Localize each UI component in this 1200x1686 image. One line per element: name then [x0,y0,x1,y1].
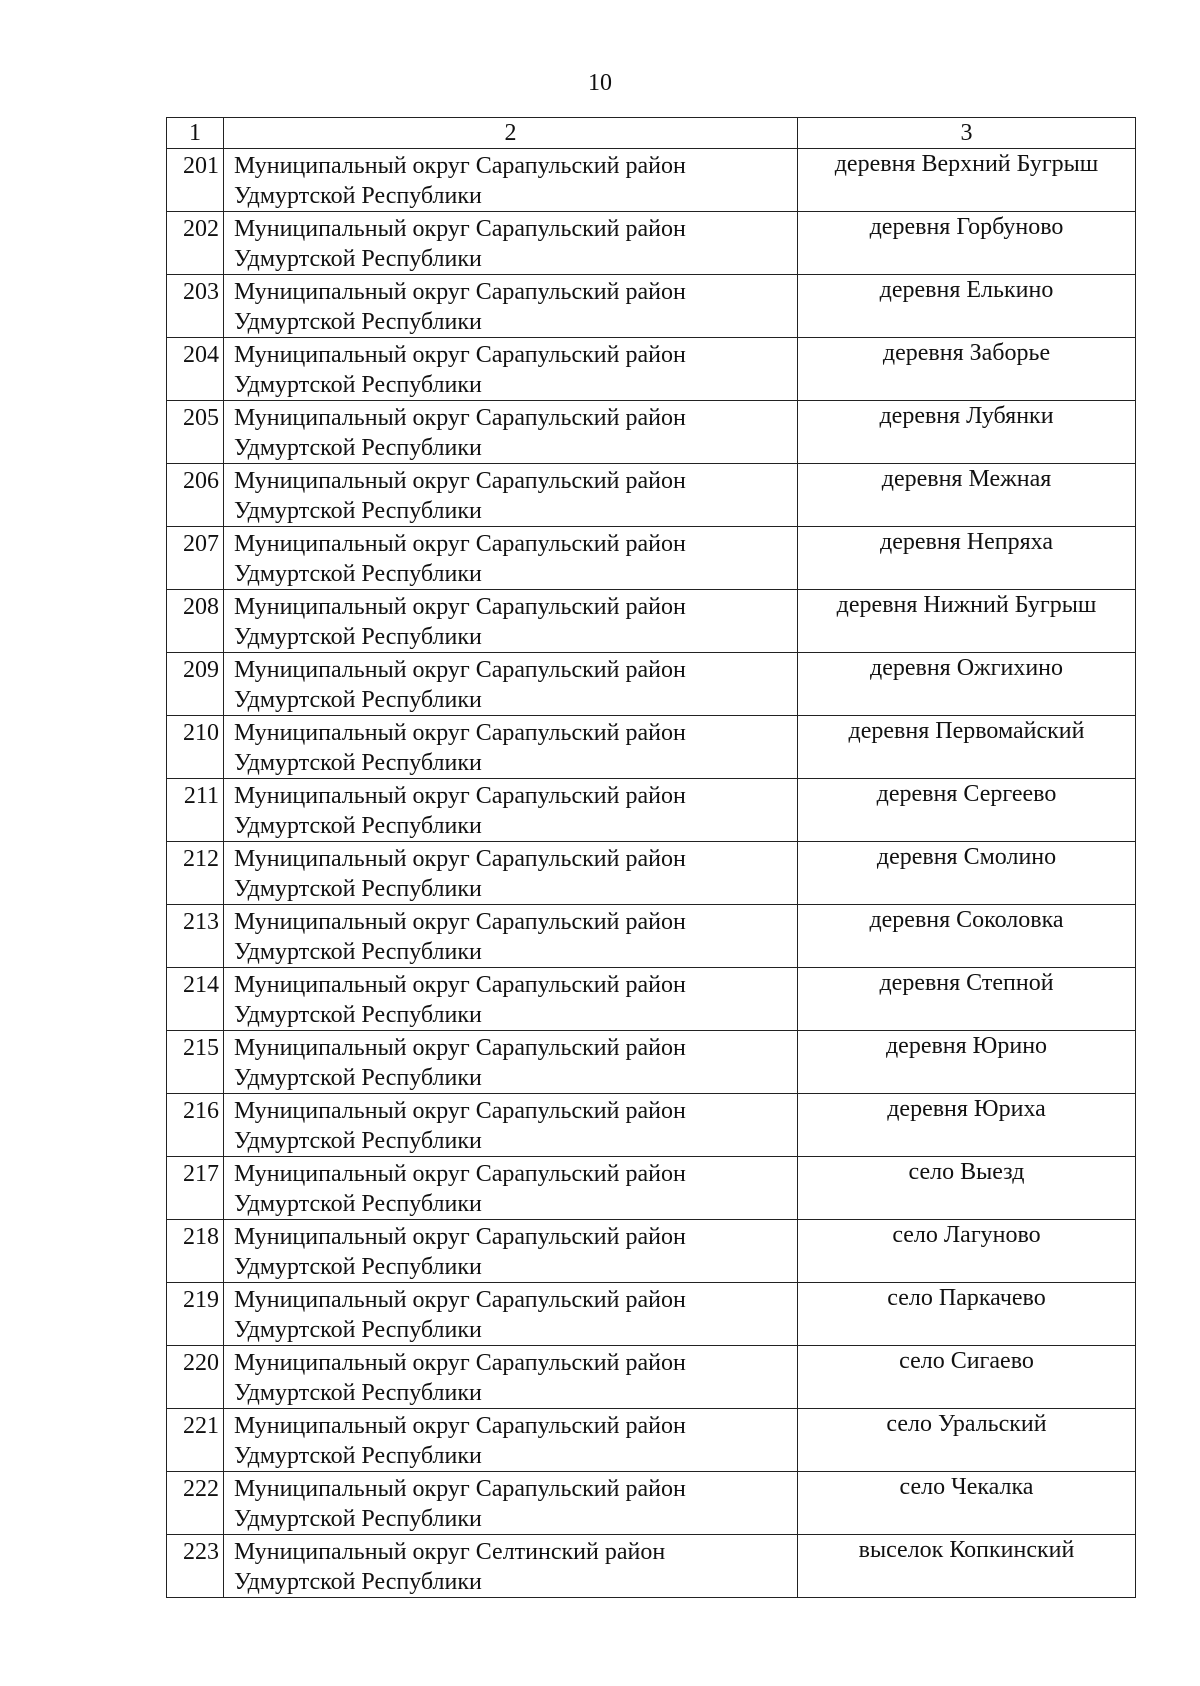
district-cell [224,527,798,590]
district-cell [224,779,798,842]
district-line-1: Муниципальный округ Селтинский район [234,1539,666,1565]
district-cell [224,401,798,464]
district-cell [224,1220,798,1283]
district-line-2: Удмуртской Республики [234,750,482,776]
table-row [167,1157,1136,1220]
row-number-cell: 208 [167,590,224,653]
table-body [167,149,1136,1598]
district-cell [224,590,798,653]
district-line-1: Муниципальный округ Сарапульский район [234,1035,686,1061]
district-cell [224,212,798,275]
locality-cell: деревня Сергеево [798,779,1136,842]
locality-cell: село Паркачево [798,1283,1136,1346]
row-number-cell: 222 [167,1472,224,1535]
table-row [167,779,1136,842]
district-line-1: Муниципальный округ Сарапульский район [234,1476,686,1502]
table-row [167,1031,1136,1094]
row-number-cell: 221 [167,1409,224,1472]
district-line-2: Удмуртской Республики [234,1065,482,1091]
district-line-1: Муниципальный округ Сарапульский район [234,531,686,557]
page-number: 10 [588,70,612,96]
district-cell [224,1031,798,1094]
district-line-1: Муниципальный округ Сарапульский район [234,1098,686,1124]
district-line-2: Удмуртской Республики [234,1380,482,1406]
row-number-cell: 201 [167,149,224,212]
table-row [167,338,1136,401]
district-line-2: Удмуртской Республики [234,498,482,524]
district-line-1: Муниципальный округ Сарапульский район [234,909,686,935]
district-line-1: Муниципальный округ Сарапульский район [234,468,686,494]
locality-cell: деревня Верхний Бугрыш [798,149,1136,212]
district-cell [224,1409,798,1472]
table-row [167,464,1136,527]
district-line-1: Муниципальный округ Сарапульский район [234,783,686,809]
district-line-2: Удмуртской Республики [234,1443,482,1469]
district-line-1: Муниципальный округ Сарапульский район [234,594,686,620]
table-row [167,1283,1136,1346]
row-number-cell: 211 [167,779,224,842]
table-row [167,1472,1136,1535]
row-number-cell: 214 [167,968,224,1031]
district-cell [224,1346,798,1409]
district-line-2: Удмуртской Республики [234,1128,482,1154]
district-line-1: Муниципальный округ Сарапульский район [234,1350,686,1376]
district-cell [224,338,798,401]
district-line-1: Муниципальный округ Сарапульский район [234,342,686,368]
district-line-2: Удмуртской Республики [234,561,482,587]
table-row [167,527,1136,590]
district-line-1: Муниципальный округ Сарапульский район [234,657,686,683]
locality-cell: деревня Ожгихино [798,653,1136,716]
table-row [167,716,1136,779]
locality-cell: деревня Горбуново [798,212,1136,275]
district-cell [224,1535,798,1598]
locality-cell: выселок Копкинский [798,1535,1136,1598]
district-line-1: Муниципальный округ Сарапульский район [234,846,686,872]
table-row [167,275,1136,338]
row-number-cell: 202 [167,212,224,275]
district-line-2: Удмуртской Республики [234,624,482,650]
district-line-2: Удмуртской Республики [234,435,482,461]
district-line-2: Удмуртской Республики [234,1569,482,1595]
locality-cell: деревня Елькино [798,275,1136,338]
district-cell [224,1094,798,1157]
row-number-cell: 212 [167,842,224,905]
row-number-cell: 219 [167,1283,224,1346]
table-row [167,842,1136,905]
district-line-1: Муниципальный округ Сарапульский район [234,972,686,998]
district-line-2: Удмуртской Республики [234,372,482,398]
district-line-1: Муниципальный округ Сарапульский район [234,1413,686,1439]
district-cell [224,653,798,716]
table-row [167,968,1136,1031]
table-row [167,212,1136,275]
district-line-1: Муниципальный округ Сарапульский район [234,405,686,431]
district-line-1: Муниципальный округ Сарапульский район [234,1224,686,1250]
row-number-cell: 206 [167,464,224,527]
district-cell [224,1472,798,1535]
table-row [167,1409,1136,1472]
district-cell [224,149,798,212]
district-line-2: Удмуртской Республики [234,1191,482,1217]
column-header-3: 3 [798,118,1136,149]
district-line-2: Удмуртской Республики [234,1506,482,1532]
district-cell [224,905,798,968]
district-line-1: Муниципальный округ Сарапульский район [234,279,686,305]
locality-cell: деревня Заборье [798,338,1136,401]
row-number-cell: 218 [167,1220,224,1283]
row-number-cell: 210 [167,716,224,779]
district-line-2: Удмуртской Республики [234,309,482,335]
table-row [167,905,1136,968]
locality-cell: село Уральский [798,1409,1136,1472]
table-row [167,149,1136,212]
table-row [167,1094,1136,1157]
table-row [167,1346,1136,1409]
row-number-cell: 207 [167,527,224,590]
settlements-table [166,117,1136,1598]
district-line-2: Удмуртской Республики [234,1254,482,1280]
row-number-cell: 205 [167,401,224,464]
district-line-2: Удмуртской Республики [234,939,482,965]
locality-cell: деревня Степной [798,968,1136,1031]
district-line-2: Удмуртской Республики [234,1317,482,1343]
locality-cell: деревня Нижний Бугрыш [798,590,1136,653]
district-cell [224,716,798,779]
district-line-1: Муниципальный округ Сарапульский район [234,720,686,746]
district-cell [224,842,798,905]
column-header-1: 1 [167,118,224,149]
district-line-2: Удмуртской Республики [234,1002,482,1028]
table-row [167,1220,1136,1283]
row-number-cell: 223 [167,1535,224,1598]
locality-cell: деревня Первомайский [798,716,1136,779]
locality-cell: село Лагуново [798,1220,1136,1283]
row-number-cell: 204 [167,338,224,401]
district-line-1: Муниципальный округ Сарапульский район [234,153,686,179]
row-number-cell: 203 [167,275,224,338]
locality-cell: деревня Непряха [798,527,1136,590]
locality-cell: село Выезд [798,1157,1136,1220]
table-row [167,401,1136,464]
district-line-2: Удмуртской Республики [234,876,482,902]
row-number-cell: 220 [167,1346,224,1409]
locality-cell: деревня Юрино [798,1031,1136,1094]
district-line-1: Муниципальный округ Сарапульский район [234,216,686,242]
locality-cell: село Сигаево [798,1346,1136,1409]
table-row [167,590,1136,653]
column-header-2: 2 [224,118,798,149]
locality-cell: деревня Юриха [798,1094,1136,1157]
row-number-cell: 215 [167,1031,224,1094]
district-line-1: Муниципальный округ Сарапульский район [234,1161,686,1187]
district-line-2: Удмуртской Республики [234,687,482,713]
row-number-cell: 216 [167,1094,224,1157]
district-line-2: Удмуртской Республики [234,246,482,272]
district-line-2: Удмуртской Республики [234,813,482,839]
district-cell [224,968,798,1031]
locality-cell: деревня Лубянки [798,401,1136,464]
row-number-cell: 213 [167,905,224,968]
district-line-1: Муниципальный округ Сарапульский район [234,1287,686,1313]
district-cell [224,1283,798,1346]
district-cell [224,1157,798,1220]
row-number-cell: 209 [167,653,224,716]
table-row [167,653,1136,716]
locality-cell: деревня Смолино [798,842,1136,905]
district-cell [224,275,798,338]
district-cell [224,464,798,527]
locality-cell: село Чекалка [798,1472,1136,1535]
district-line-2: Удмуртской Республики [234,183,482,209]
locality-cell: деревня Соколовка [798,905,1136,968]
table-row [167,1535,1136,1598]
locality-cell: деревня Межная [798,464,1136,527]
header-row [167,118,1136,149]
table-header [167,118,1136,149]
row-number-cell: 217 [167,1157,224,1220]
